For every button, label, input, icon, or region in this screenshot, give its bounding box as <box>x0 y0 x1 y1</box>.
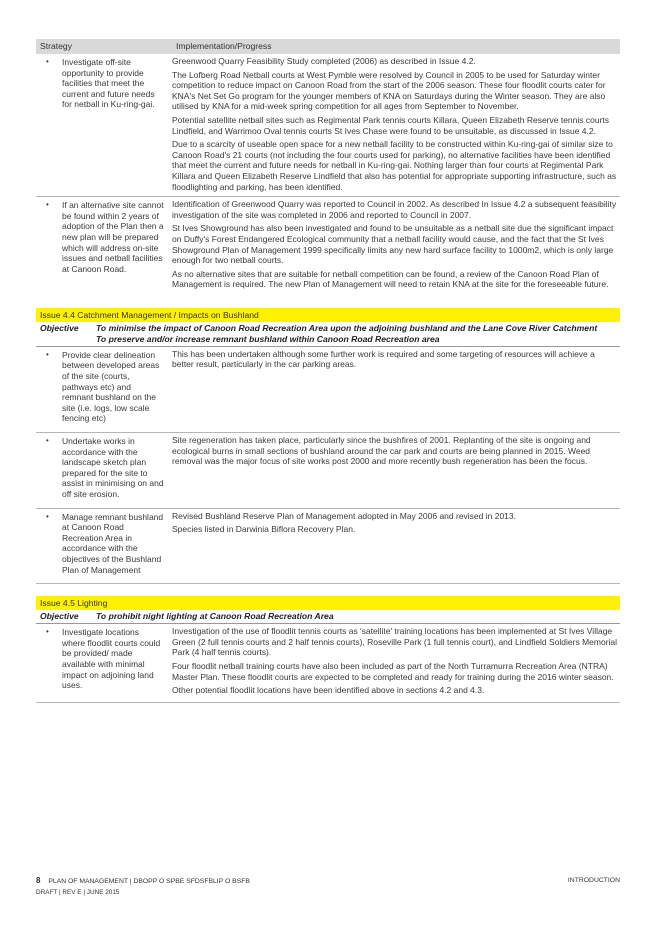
implementation-cell <box>168 197 620 296</box>
progress-paragraph: Investigation of the use of floodlit tennis courts as 'satellite' training locations has been implemented at St Ives Village Green (2 full tennis courts and 2 half tennis courts), Roseville Park (1 full tennis court), and Lindfield Soldiers Memorial Park (4 half tennis courts). <box>172 626 618 658</box>
bullet-icon: • <box>46 349 49 359</box>
implementation-cell <box>168 54 620 196</box>
section-name: INTRODUCTION <box>567 877 620 884</box>
progress-paragraph: The Lofberg Road Netball courts at West Pymble were resolved by Council in 2005 to be used for Saturday winter competition to reduce impact on Canoon Road from the start of the 2006 season. These four floodlit courts cater for KNA's Net Set Go program for the younger members of KNA on Saturdays during the Winter season. They are also utilised by KNA for a mid-week spring competition for all ages from September to November. <box>172 69 606 112</box>
strategy-text: Manage remnant bushland at Canoon Road Recreation Area in accordance with the objectives of the Bushland Plan of Management <box>62 511 164 575</box>
issue-4-5-heading: Issue 4.5 Lighting <box>36 596 620 610</box>
strategy-cell <box>36 197 168 296</box>
progress-paragraph: Identification of Greenwood Quarry was reported to Council in 2002. As described In Issue 4.2 a subsequent feasibility investigation of the site was completed in 2006 and reported to Council in 2007. <box>172 199 617 220</box>
table-row <box>36 509 620 585</box>
table-row <box>36 197 620 296</box>
implementation-cell <box>168 347 620 432</box>
plan-table <box>36 39 620 703</box>
implementation-cell <box>168 433 620 508</box>
implementation-cell <box>168 509 620 584</box>
table-row <box>36 624 620 703</box>
implementation-cell <box>168 624 620 702</box>
progress-paragraph: Due to a scarcity of useable open space for a new netball facility to be constructed within Ku-ring-gai of similar size to Canoon Road's 21 courts (not including the four courts used for parking), no alternative facilities have been identified that meet the current and future needs for netball in Ku-ring-gai. Nothing larger than four courts at Regimental Park Killara and Queen Elizabeth Reserve Lindfield that also has potential for appropriate supporting infrastructure, such as floodlighting and parking, has been identified. <box>172 139 617 192</box>
progress-paragraph: Potential satellite netball sites such as Regimental Park tennis courts Killara, Queen Elizabeth Reserve tennis courts Lindfield, and Warrimoo Oval tennis courts St Ives Chase were found to be unsuitable, as discussed in Issue 4.2. <box>172 114 610 136</box>
progress-paragraph: Site regeneration has taken place, particularly since the bushfires of 2001. Replanting of the site is ongoing and ecological burns in small sections of bushland around the car park and courts are being planned in 2015. Weed removal was the major focus of site works post 2000 and more recently bush regeneration has been the focus. <box>172 435 591 467</box>
objective-label: Objective <box>40 322 79 333</box>
strategy-cell <box>36 624 168 702</box>
objective-text: To prohibit night lighting at Canoon Road Recreation Area <box>96 611 334 622</box>
strategy-cell <box>36 347 168 432</box>
issue-4-4-heading: Issue 4.4 Catchment Management / Impacts on Bushland <box>36 308 620 322</box>
progress-paragraph: Revised Bushland Reserve Plan of Management adopted in May 2006 and revised in 2013. <box>172 510 516 521</box>
strategy-column-header: Strategy <box>40 41 73 51</box>
objective-block <box>36 610 620 624</box>
bullet-icon: • <box>46 200 49 210</box>
bullet-icon: • <box>46 627 49 637</box>
strategy-text: Provide clear delineation between developed areas of the site (courts, pathways etc) and remnant bushland on the site (i.e. logs, low scale fencing etc) <box>62 349 160 424</box>
table-row <box>36 347 620 433</box>
strategy-cell <box>36 509 168 584</box>
page-footer <box>36 876 620 885</box>
strategy-text: If an alternative site cannot be found within 2 years of adoption of the Plan then a new plan will be prepared which will address on-site issues and netball facilities at Canoon Road. <box>62 200 164 274</box>
strategy-cell <box>36 54 168 196</box>
bullet-icon: • <box>46 57 49 66</box>
draft-revision: DRAFT | REV E | JUNE 2015 <box>36 889 120 896</box>
page-number: 8 <box>36 876 41 885</box>
objective-text: To minimise the impact of Canoon Road Recreation Area upon the adjoining bushland and the Lane Cove River Catchment <box>96 322 598 333</box>
progress-paragraph: Other potential floodlit locations have been identified above in sections 4.2 and 4.3. <box>172 685 485 696</box>
table-row <box>36 433 620 509</box>
progress-paragraph: Four floodlit netball training courts have also been included as part of the North Turramurra Recreation Area (NTRA) Master Plan. These floodlit courts are expected to be completed and ready for training during the 2016 winter season. <box>172 660 614 682</box>
progress-paragraph: As no alternative sites that are suitable for netball competition can be found, a review of the Canoon Road Plan of Management is required. The new Plan of Management will need to retain KNA at the site for the foreseeable future. <box>172 268 609 290</box>
objective-block <box>36 322 620 347</box>
bullet-icon: • <box>46 436 49 446</box>
bullet-icon: • <box>46 511 49 521</box>
strategy-cell <box>36 433 168 508</box>
table-header <box>36 39 620 54</box>
strategy-text: Investigate locations where floodlit courts could be provided/ made available with minimal impact on adjoining land uses. <box>62 627 161 691</box>
objective-text: To preserve and/or increase remnant bushland within Canoon Road Recreation area <box>96 333 440 344</box>
progress-paragraph: St Ives Showground has also been investigated and found to be unsuitable as a netball site due the significant impact on Duffy's Forest Endangered Ecological community that a netball facility would cause, and the fact that the St Ives Showground Plan of Management 1999 specifically limits any new hard surface facility to 1000m2, which is only large enough for two netball courts. <box>172 223 614 266</box>
implementation-column-header: Implementation/Progress <box>176 41 272 51</box>
progress-paragraph: Species listed in Darwinia Biflora Recovery Plan. <box>172 524 356 535</box>
objective-label: Objective <box>40 611 79 622</box>
document-title: PLAN OF MANAGEMENT | DBOPP O SPBE SFDSFBLIP O BSFB <box>48 878 250 885</box>
strategy-text: Investigate off-site opportunity to provide facilities that meet the current and future needs for netball in Ku-ring-gai. <box>62 57 155 110</box>
progress-paragraph: This has been undertaken although some further work is required and some targeting of resources will achieve a better result, particularly in the car parking areas. <box>172 348 595 370</box>
progress-paragraph: Greenwood Quarry Feasibility Study completed (2006) as described in Issue 4.2. <box>172 56 476 66</box>
table-row <box>36 54 620 197</box>
strategy-text: Undertake works in accordance with the landscape sketch plan prepared for the site to assist in minimising on and off site erosion. <box>62 436 164 499</box>
